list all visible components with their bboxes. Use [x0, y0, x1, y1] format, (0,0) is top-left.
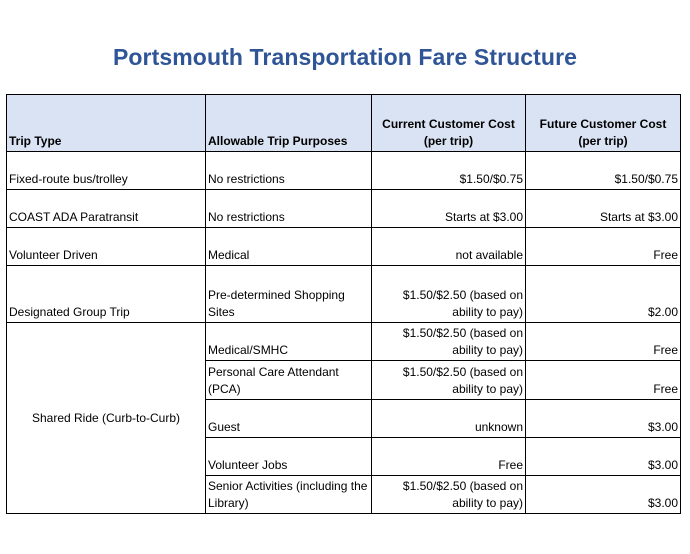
current-cost-cell: not available	[372, 228, 526, 266]
future-cost-cell: $3.00	[526, 438, 681, 476]
current-cost-cell: $1.50/$2.50 (based on ability to pay)	[372, 476, 526, 514]
fare-table	[6, 94, 681, 514]
purpose-cell: Guest	[206, 400, 372, 438]
table-row	[7, 266, 681, 323]
table-row	[7, 323, 681, 361]
trip-type-cell: Volunteer Driven	[7, 228, 206, 266]
future-cost-cell: $2.00	[526, 266, 681, 323]
current-cost-cell: Free	[372, 438, 526, 476]
future-cost-cell: $3.00	[526, 476, 681, 514]
trip-type-cell: COAST ADA Paratransit	[7, 190, 206, 228]
purpose-cell: Pre-determined Shopping Sites	[206, 266, 372, 323]
current-cost-cell: $1.50/$2.50 (based on ability to pay)	[372, 266, 526, 323]
header-trip-type: Trip Type	[7, 95, 206, 152]
trip-type-cell-shared-ride: Shared Ride (Curb-to-Curb)	[7, 323, 206, 514]
current-cost-cell: $1.50/$2.50 (based on ability to pay)	[372, 361, 526, 400]
purpose-cell: Volunteer Jobs	[206, 438, 372, 476]
purpose-cell: Personal Care Attendant (PCA)	[206, 361, 372, 400]
trip-type-cell: Fixed-route bus/trolley	[7, 152, 206, 190]
purpose-cell: No restrictions	[206, 190, 372, 228]
future-cost-cell: $3.00	[526, 400, 681, 438]
current-cost-cell: $1.50/$0.75	[372, 152, 526, 190]
current-cost-cell: $1.50/$2.50 (based on ability to pay)	[372, 323, 526, 361]
header-allowable-purposes: Allowable Trip Purposes	[206, 95, 372, 152]
purpose-cell: Medical	[206, 228, 372, 266]
purpose-cell: No restrictions	[206, 152, 372, 190]
future-cost-cell: Starts at $3.00	[526, 190, 681, 228]
table-row	[7, 152, 681, 190]
future-cost-cell: Free	[526, 323, 681, 361]
trip-type-cell: Designated Group Trip	[7, 266, 206, 323]
future-cost-cell: Free	[526, 361, 681, 400]
future-cost-cell: $1.50/$0.75	[526, 152, 681, 190]
future-cost-cell: Free	[526, 228, 681, 266]
current-cost-cell: unknown	[372, 400, 526, 438]
purpose-cell: Medical/SMHC	[206, 323, 372, 361]
purpose-cell: Senior Activities (including the Library)	[206, 476, 372, 514]
header-row	[7, 95, 681, 152]
current-cost-cell: Starts at $3.00	[372, 190, 526, 228]
page-title: Portsmouth Transportation Fare Structure	[112, 44, 578, 70]
header-future-cost: Future Customer Cost (per trip)	[526, 95, 681, 152]
table-row	[7, 228, 681, 266]
header-current-cost: Current Customer Cost (per trip)	[372, 95, 526, 152]
table-row	[7, 190, 681, 228]
